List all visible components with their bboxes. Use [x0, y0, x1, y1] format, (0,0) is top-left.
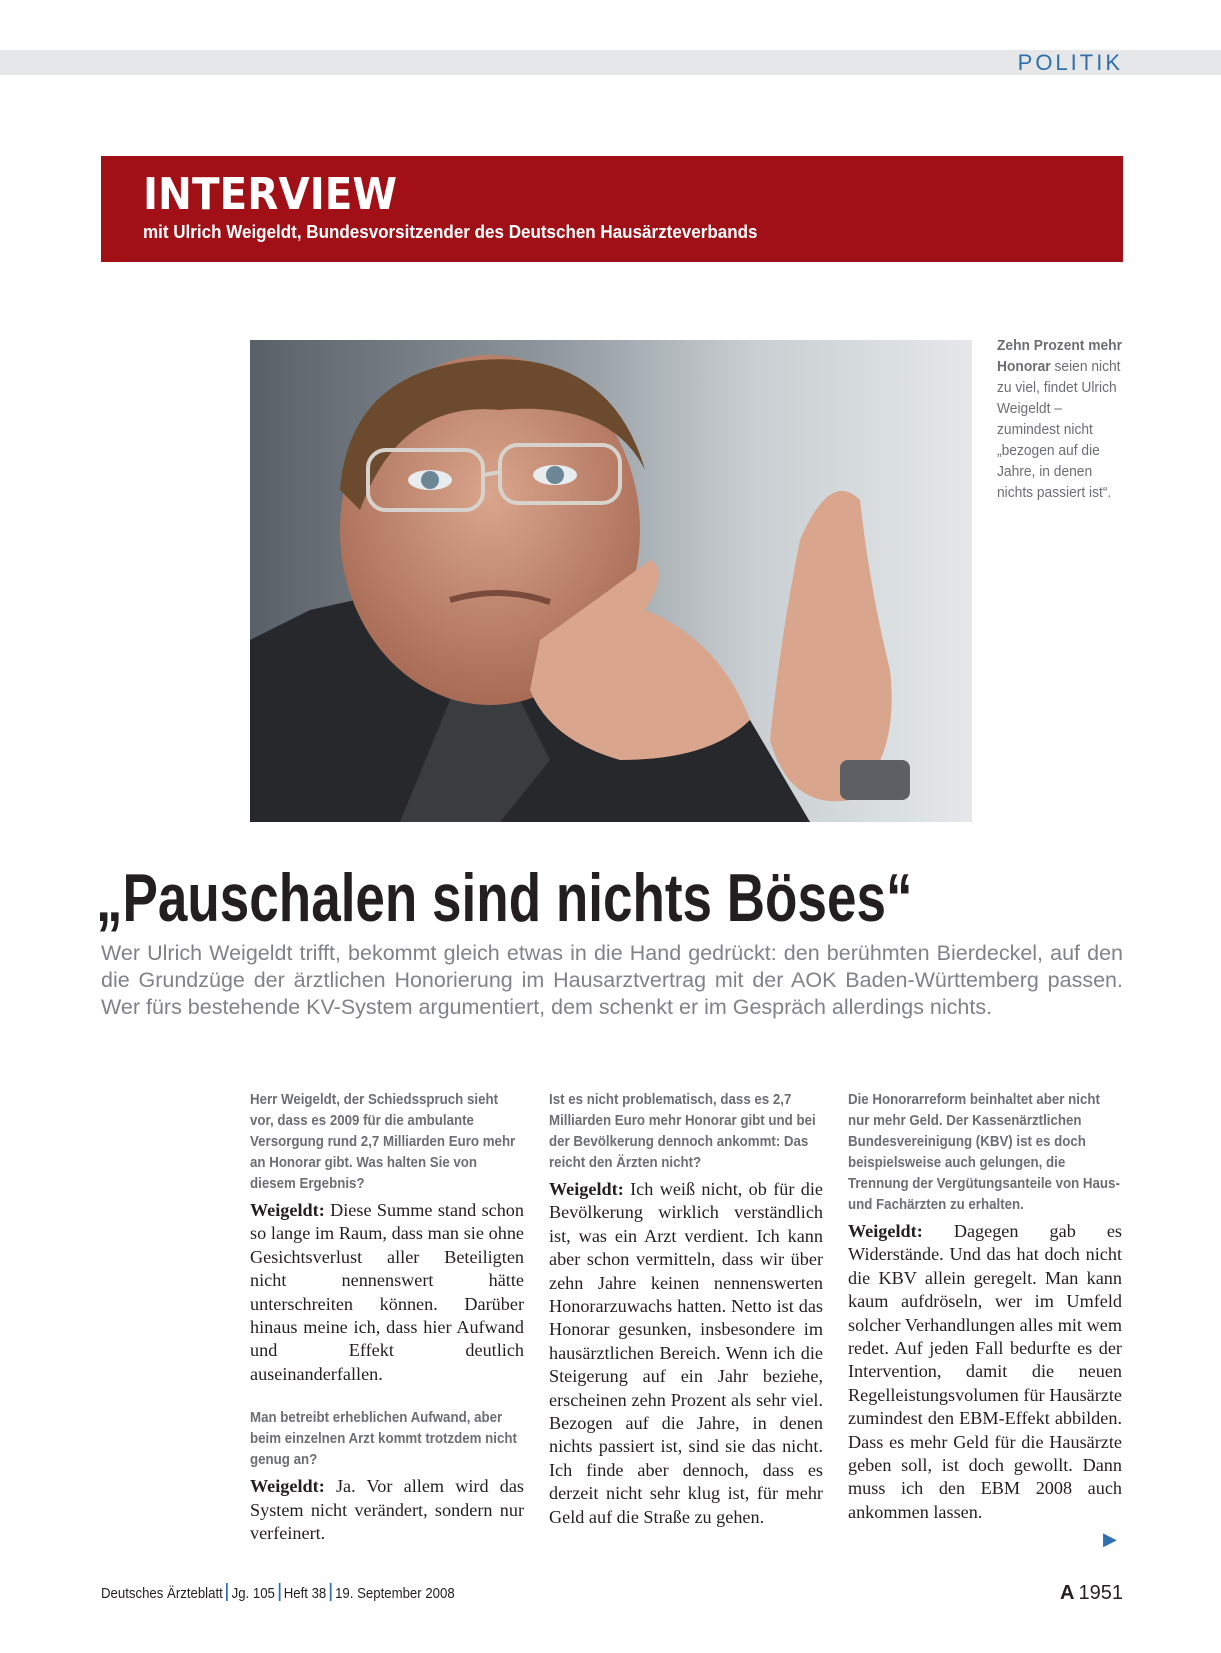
answer-text: Diese Summe stand schon so lange im Raum, dass man sie ohne Gesichtsverlust aller Beteiligten nicht nennenswert hätte unterschreiten können. Darüber hinaus meine ich, dass hier Aufwand und Effekt deutlich auseinanderfallen. [250, 1200, 524, 1384]
page-prefix: A [1060, 1582, 1075, 1604]
answer [549, 1178, 823, 1529]
banner-title: INTERVIEW [143, 169, 398, 220]
column-1 [250, 1090, 524, 1567]
speaker-label: Weigeldt: [250, 1476, 325, 1497]
portrait-photo [250, 340, 972, 822]
question: Ist es nicht problematisch, dass es 2,7 Milliarden Euro mehr Honorar gibt und bei der Bevölkerung dennoch ankommt: Das reicht den Ärzten nicht? [549, 1092, 816, 1171]
date: 19. September 2008 [335, 1585, 455, 1602]
answer-text: Ich weiß nicht, ob für die Bevölkerung wirklich verständlich ist, was ein Arzt verdient. Ich kann aber schon vermitteln, dass wir über zehn Jahre keinen nennenswerten Honorarzuwachs hatten. Netto ist das Honorar gesunken, insbesondere im hausärztlichen Bereich. Wenn ich die Steigerung auf ein Jahr beziehe, erscheinen zehn Prozent als sehr viel. Bezogen auf die Jahre, in denen nichts passiert ist, sind sie das nicht. Ich finde aber dennoch, dass es derzeit nicht sehr klug ist, für mehr Geld auf die Straße zu gehen. [549, 1179, 823, 1527]
speaker-label: Weigeldt: [848, 1221, 923, 1241]
column-2 [549, 1090, 823, 1551]
interview-banner [101, 156, 1123, 262]
issue: Heft 38 [283, 1585, 327, 1602]
question: Man betreibt erheblichen Aufwand, aber beim einzelnen Arzt kommt trotzdem nicht genug an? [250, 1410, 517, 1469]
journal-name: Deutsches Ärzteblatt [101, 1585, 223, 1602]
question: Herr Weigeldt, der Schiedsspruch sieht vor, dass es 2009 für die ambulante Versorgung rund 2,7 Milliarden Euro mehr an Honorar gibt. Was halten Sie von diesem Ergebnis? [250, 1092, 516, 1192]
headline: „Pauschalen sind nichts Böses“ [96, 860, 913, 936]
separator [330, 1583, 332, 1601]
volume: Jg. 105 [231, 1585, 275, 1602]
caption-text: seien nicht zu viel, findet Ulrich Weigeldt – zumindest nicht „bezogen auf die Jahre, in denen nichts passiert ist“. [997, 358, 1121, 501]
answer [250, 1475, 524, 1545]
speaker-label: Weigeldt: [549, 1179, 624, 1199]
portrait-illustration [250, 340, 972, 822]
footer-citation [101, 1582, 455, 1606]
page-num: 1951 [1078, 1582, 1123, 1604]
speaker-label: Weigeldt: [250, 1200, 325, 1220]
caption-bold: Zehn Prozent mehr Honorar [997, 337, 1122, 375]
photo-caption [997, 335, 1126, 503]
question: Die Honorarreform beinhaltet aber nicht nur mehr Geld. Der Kassenärztlichen Bundesvereinigung (KBV) ist es doch beispielsweise auch gelungen, die Trennung der Vergütungsanteile von Haus- und Fachärzten zu erhalten. [848, 1092, 1120, 1213]
separator [278, 1583, 280, 1601]
answer [250, 1199, 524, 1386]
banner-subtitle: mit Ulrich Weigeldt, Bundesvorsitzender des Deutschen Hausärzteverbands [143, 221, 758, 242]
answer [848, 1220, 1122, 1524]
continue-arrow-icon: ▶ [1103, 1529, 1117, 1550]
page-number [1060, 1580, 1123, 1606]
column-3 [848, 1090, 1122, 1546]
section-label: POLITIK [1017, 50, 1123, 75]
answer-text: Ja. Vor allem wird das System nicht verändert, sondern nur verfeinert. [250, 1476, 524, 1544]
answer-text: Dagegen gab es Widerstände. Und das hat doch nicht die KBV allein geregelt. Man kann kaum aufdröseln, wer im Umfeld solcher Verhandlungen alles mit wem redet. Auf jeden Fall bedurfte es der Intervention, damit die neuen Regelleistungsvolumen für Hausärzte zumindest den EBM-Effekt abbilden. Dass es mehr Geld für die Hausärzte geben soll, ist doch gewollt. Dann muss ich den EBM 2008 auch ankommen lassen. [848, 1221, 1122, 1522]
separator [226, 1583, 228, 1601]
lead-paragraph: Wer Ulrich Weigeldt trifft, bekommt gleich etwas in die Hand gedrückt: den berühmten Bierdeckel, auf den die Grundzüge der ärztlichen Honorierung im Hausarztvertrag mit der AOK Baden-Württemberg passen. Wer fürs bestehende KV-System argumentiert, dem schenkt er im Gespräch allerdings nichts. [101, 941, 1123, 1019]
